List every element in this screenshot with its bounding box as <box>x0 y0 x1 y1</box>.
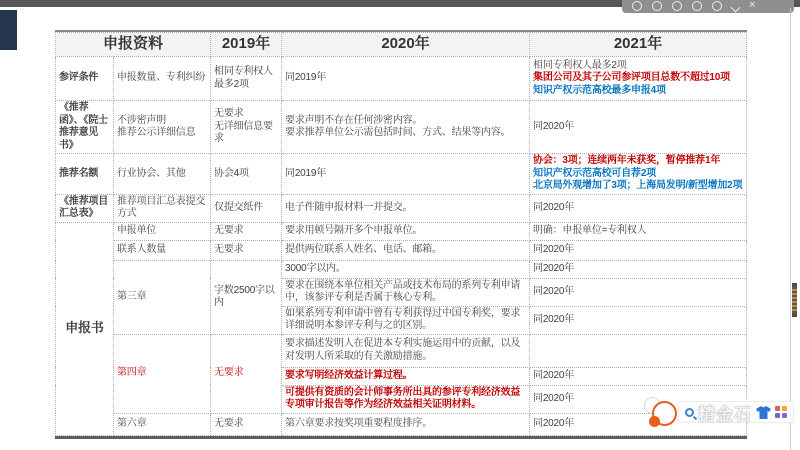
cell-text: 参评条件 <box>59 72 99 84</box>
circle-tool-icon[interactable] <box>632 1 642 11</box>
cell-text: 行业协会、其他 <box>117 167 186 179</box>
table-cell <box>211 101 282 154</box>
cell-text: 要求描述发明人在促进本专利实施运用中的贡献，以及对发明人所采取的有关激励措施。 <box>285 338 521 362</box>
table-cell <box>282 334 530 367</box>
cell-text: 第六章 <box>117 417 147 429</box>
cell-text: 无要求 <box>214 417 244 429</box>
table-cell <box>530 278 747 306</box>
table-body <box>56 57 747 436</box>
cell-text: 无要求 <box>214 243 244 255</box>
close-icon[interactable]: × <box>749 0 756 11</box>
table-cell <box>282 260 530 278</box>
table-cell <box>282 154 530 195</box>
comparison-table <box>55 32 747 436</box>
cell-text: 相同专利权人最多2项 <box>533 59 627 71</box>
table-cell <box>56 154 114 195</box>
scrollbar-thumb[interactable] <box>792 283 797 317</box>
shirt-icon <box>756 406 771 419</box>
cell-text: 申报数量、专利纠纷 <box>117 72 206 84</box>
table-row <box>56 413 747 435</box>
table-cell <box>114 154 211 195</box>
table-row <box>56 154 747 195</box>
cell-text: 申报单位 <box>117 224 157 236</box>
table-row <box>56 57 747 101</box>
table-cell <box>211 334 282 413</box>
table-cell <box>282 367 530 385</box>
table-cell <box>211 194 282 222</box>
cell-text: 3000字以内。 <box>285 262 346 274</box>
table-cell <box>211 260 282 334</box>
cell-text: 联系人数量 <box>117 243 166 255</box>
table-cell <box>56 57 114 101</box>
cell-text: 电子件随申报材料一并提交。 <box>285 201 413 213</box>
cell-text: 北京局外观增加了3项；上海局发明/新型增加2项 <box>533 180 743 191</box>
cell-text: 同2020年 <box>533 243 575 255</box>
cell-text: 仅提交纸件 <box>214 201 264 213</box>
watermark <box>644 394 794 430</box>
circle-tool-icon[interactable] <box>692 1 702 11</box>
cell-text: 字数2500字以内 <box>214 284 275 308</box>
table-cell <box>114 101 211 154</box>
table-cell <box>282 413 530 435</box>
table-cell <box>211 413 282 435</box>
circle-tool-icon[interactable] <box>712 1 722 11</box>
chevron-down-icon[interactable] <box>731 3 741 13</box>
brand-logo-icon <box>644 394 684 430</box>
logo-patch-shape <box>649 416 660 427</box>
table-row <box>56 222 747 240</box>
app-grid-icon <box>775 406 787 418</box>
cell-text: 同2020年 <box>533 120 575 132</box>
cell-text: 要求推荐单位公示需包括时间、方式、结果等内容。 <box>285 127 511 138</box>
table-cell <box>530 57 747 101</box>
table-cell <box>114 57 211 101</box>
cell-text: 申报书 <box>65 320 104 336</box>
table-cell <box>530 101 747 154</box>
header-row <box>56 33 747 57</box>
cell-text: 协会4项 <box>214 167 249 179</box>
cell-text: 第六章要求按奖项重要程度排序。 <box>285 417 433 429</box>
table-cell <box>211 240 282 260</box>
cell-text: 可提供有资质的会计师事务所出具的参评专利经济效益专项审计报告等作为经济效益相关证明材料。 <box>285 386 521 410</box>
cell-text: 同2020年 <box>533 313 575 325</box>
cell-text: 提供两位联系人姓名、电话、邮箱。 <box>285 243 442 255</box>
table-cell <box>211 57 282 101</box>
table-cell <box>282 306 530 334</box>
table-row <box>56 260 747 278</box>
cell-text: 推荐项目汇总表提交方式 <box>117 195 206 219</box>
table-cell <box>114 240 211 260</box>
table-cell <box>530 222 747 240</box>
cell-text: 无要求 <box>214 108 244 120</box>
cell-text: 知识产权示范高校可自荐2项 <box>533 167 656 179</box>
table-cell <box>114 413 211 435</box>
cell-text: 《推荐函》、《院士推荐意见书》 <box>59 102 108 151</box>
table-row <box>56 194 747 222</box>
table-cell <box>530 367 747 385</box>
cell-text: 集团公司及其子公司参评项目总数不超过10项 <box>533 72 730 84</box>
cell-text: 同2020年 <box>533 262 575 274</box>
cell-text: 无详细信息要求 <box>214 120 273 145</box>
table-cell <box>282 240 530 260</box>
cell-text: 同2019年 <box>285 167 327 179</box>
brand-name: 精金石 <box>698 404 752 424</box>
col-header-2019: 2019年 <box>211 33 282 57</box>
table-row <box>56 240 747 260</box>
cell-text: 同2020年 <box>533 392 575 404</box>
cell-text: 相同专利权人最多2项 <box>214 66 273 90</box>
cell-text: 无要求 <box>214 367 244 379</box>
cell-text: 无要求 <box>214 224 244 236</box>
cell-text: 要求用顿号隔开多个申报单位。 <box>285 224 423 236</box>
table-cell <box>530 260 747 278</box>
col-header-2020: 2020年 <box>282 33 530 57</box>
cell-text: 同2020年 <box>533 369 575 381</box>
table-cell <box>530 194 747 222</box>
cell-text: 不涉密声明 <box>117 114 166 126</box>
table-row <box>56 101 747 154</box>
table-cell <box>211 222 282 240</box>
cell-text: 如果系列专利申请中曾有专利获得过中国专利奖，要求详细说明本参评专利与之的区别。 <box>285 307 521 331</box>
cell-text: 推荐名额 <box>59 167 99 179</box>
cell-text: 《推荐项目汇总表》 <box>59 195 108 219</box>
table-cell <box>114 334 211 413</box>
table-row <box>56 334 747 367</box>
table-cell <box>114 260 211 334</box>
cell-text: 要求在围绕本单位相关产品或技术布局的系列专利申请中，该参评专利是否属于核心专利。 <box>285 279 521 303</box>
table-cell <box>530 240 747 260</box>
cell-text: 第四章 <box>117 367 147 379</box>
table-cell <box>530 154 747 195</box>
annotation-toolbar[interactable] <box>622 0 794 13</box>
corner-accent-block <box>0 10 17 50</box>
cell-text: 要求写明经济效益计算过程。 <box>285 369 413 381</box>
col-header-materials: 申报资料 <box>56 33 211 57</box>
comparison-table-wrap <box>55 30 747 439</box>
page-edge-line <box>790 8 791 450</box>
watermark-badge <box>678 401 794 423</box>
table-cell <box>114 194 211 222</box>
table-cell <box>114 222 211 240</box>
cell-text: 同2020年 <box>533 201 575 213</box>
col-header-2021: 2021年 <box>530 33 747 57</box>
table-cell <box>282 101 530 154</box>
table-cell <box>56 194 114 222</box>
table-cell <box>211 154 282 195</box>
cell-text: 同2020年 <box>533 417 575 429</box>
cell-text: 同2019年 <box>285 72 327 84</box>
circle-tool-icon[interactable] <box>652 1 662 11</box>
table-cell <box>282 385 530 413</box>
cell-text: 协会：3项；连续两年未获奖，暂停推荐1年 <box>533 155 721 166</box>
cell-text: 推荐公示详细信息 <box>117 127 196 138</box>
table-cell <box>56 222 114 435</box>
cell-text: 同2020年 <box>533 285 575 297</box>
circle-tool-icon[interactable] <box>672 1 682 11</box>
table-cell <box>282 222 530 240</box>
table-cell <box>282 57 530 101</box>
cell-text: 第三章 <box>117 290 147 302</box>
table-cell <box>530 334 747 367</box>
cell-text: 知识产权示范高校最多申报4项 <box>533 84 666 96</box>
table-cell <box>282 278 530 306</box>
table-cell <box>282 194 530 222</box>
cell-text: 要求声明不存在任何涉密内容。 <box>285 114 423 126</box>
cell-text: 明确：申报单位=专利权人 <box>533 224 647 236</box>
table-cell <box>530 306 747 334</box>
table-cell <box>56 101 114 154</box>
magnifier-icon <box>685 408 694 417</box>
